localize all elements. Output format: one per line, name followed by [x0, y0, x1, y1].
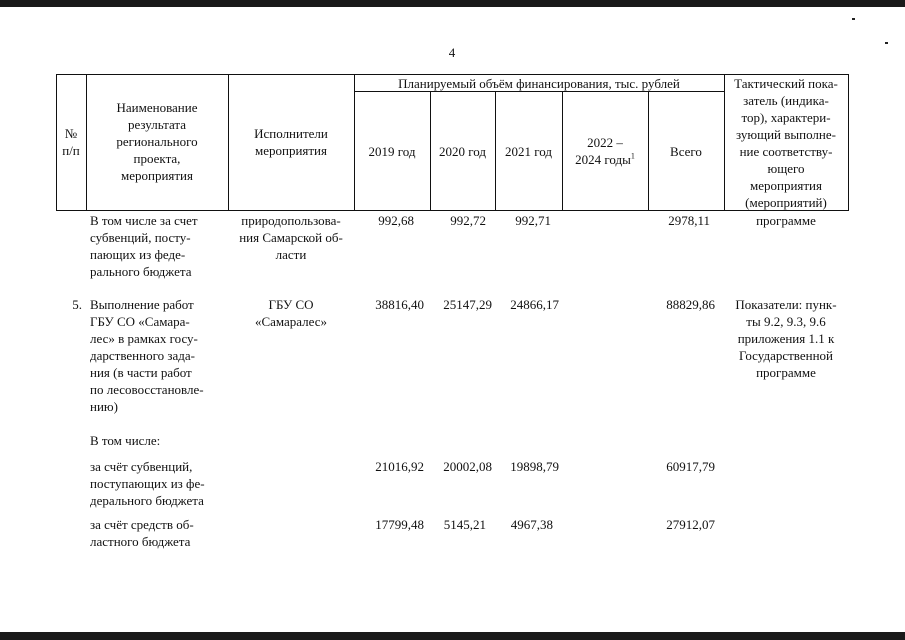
- scan-speck: [885, 42, 888, 44]
- header-2020: 2020 год: [439, 144, 486, 159]
- row-indicator: Показатели: пунк- ты 9.2, 9.3, 9.6 приложения 1.1 к Государственной программе: [735, 297, 837, 380]
- row-2021: 24866,17: [510, 297, 559, 312]
- row-name: за счёт средств об- ластного бюджета: [90, 517, 194, 549]
- header-funding-group: Планируемый объём финансирования, тыс. рублей: [398, 76, 680, 91]
- scan-edge-bottom: [0, 632, 905, 640]
- row-total: 27912,07: [666, 517, 715, 532]
- row-total: 60917,79: [666, 459, 715, 474]
- row-2021: 4967,38: [510, 517, 553, 532]
- header-executors: Исполнители мероприятия: [254, 126, 328, 158]
- header-total: Всего: [670, 144, 702, 159]
- header-2022-2024: [562, 134, 648, 168]
- header-2022-footnote: 1: [630, 151, 635, 161]
- scan-speck: [852, 18, 855, 20]
- header-name: Наименование результата регионального проекта, мероприятия: [116, 100, 198, 183]
- row-name: за счёт субвенций, поступающих из фе- дерального бюджета: [90, 459, 205, 508]
- row-2020: 5145,21: [443, 517, 486, 532]
- header-2019: 2019 год: [368, 144, 416, 159]
- row-2019: 17799,48: [375, 517, 424, 532]
- row-2021: 19898,79: [510, 459, 559, 474]
- row-name: Выполнение работ ГБУ СО «Самара- лес» в рамках госу- дарственного зада- ния (в части работ по лесовосстановле- нию): [90, 297, 204, 414]
- row-indicator: программе: [756, 213, 816, 228]
- row-2020: 25147,29: [443, 297, 492, 312]
- row-num: 5.: [72, 297, 82, 312]
- row-2019: 992,68: [378, 213, 414, 228]
- page-number: 4: [448, 45, 456, 60]
- row-executors: ГБУ СО «Самаралес»: [254, 297, 328, 329]
- header-2021: 2021 год: [505, 144, 552, 159]
- header-indicator: Тактический пока- затель (индика- тор), характери- зующий выполне- ние соответству- ющего мероприятия (мероприятий): [734, 76, 838, 210]
- row-executors: природопользова- ния Самарской об- ласти: [239, 213, 343, 262]
- row-name: В том числе:: [90, 433, 161, 448]
- row-name: В том числе за счет субвенций, посту- пающих из феде- рального бюджета: [90, 213, 198, 279]
- row-2020: 992,72: [450, 213, 486, 228]
- row-2021: 992,71: [515, 213, 551, 228]
- scan-edge-top: [0, 0, 905, 7]
- row-2020: 20002,08: [443, 459, 492, 474]
- header-num: № п/п: [62, 126, 80, 158]
- header-2022-2024-label: 2022 – 2024 годы: [575, 135, 631, 167]
- row-total: 88829,86: [666, 297, 715, 312]
- row-2019: 21016,92: [375, 459, 424, 474]
- row-total: 2978,11: [668, 213, 710, 228]
- row-2019: 38816,40: [375, 297, 424, 312]
